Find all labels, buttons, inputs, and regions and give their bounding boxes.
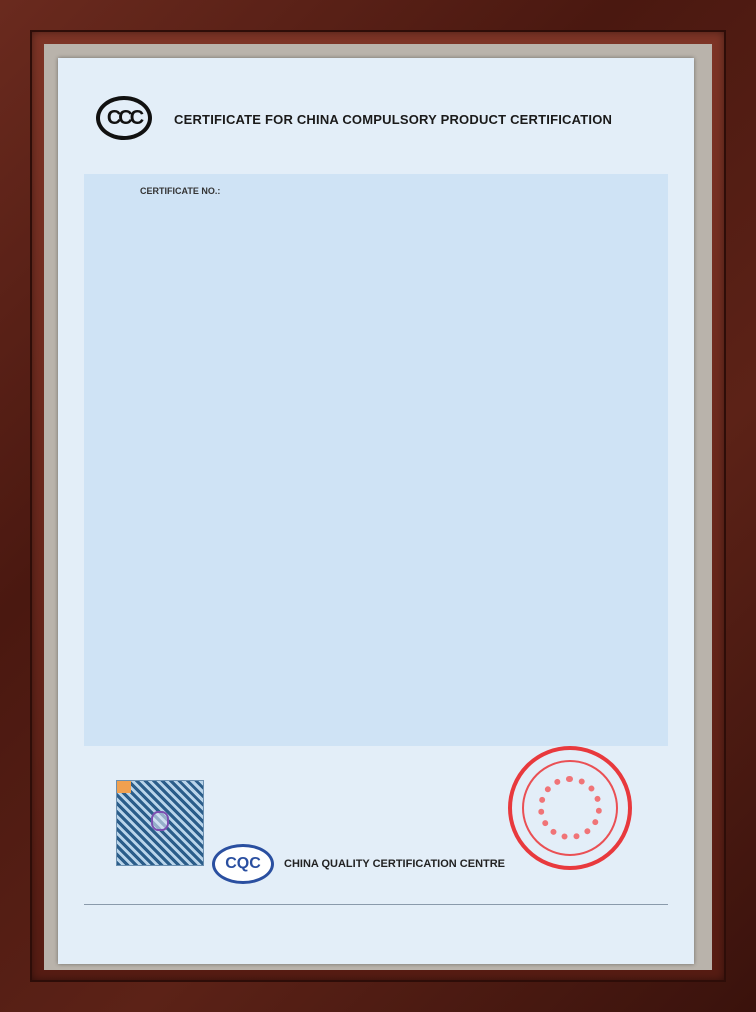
cqc-logo: CQC	[212, 844, 274, 884]
qr-center-mark	[151, 811, 169, 831]
bottom-divider	[84, 904, 668, 905]
qr-code	[116, 780, 204, 866]
certificate-paper	[58, 58, 694, 964]
official-red-seal	[508, 746, 632, 870]
content-panel	[84, 174, 668, 746]
certificate-number-label: CERTIFICATE NO.:	[140, 186, 221, 196]
top-red-text	[84, 78, 504, 88]
seal-inner-ring	[538, 776, 602, 840]
certificate-title: CERTIFICATE FOR CHINA COMPULSORY PRODUCT CERTIFICATION	[174, 112, 613, 127]
qr-corner-mark	[117, 781, 131, 793]
ccc-logo: CCC	[96, 96, 152, 140]
certification-centre-name: CHINA QUALITY CERTIFICATION CENTRE	[284, 858, 506, 870]
